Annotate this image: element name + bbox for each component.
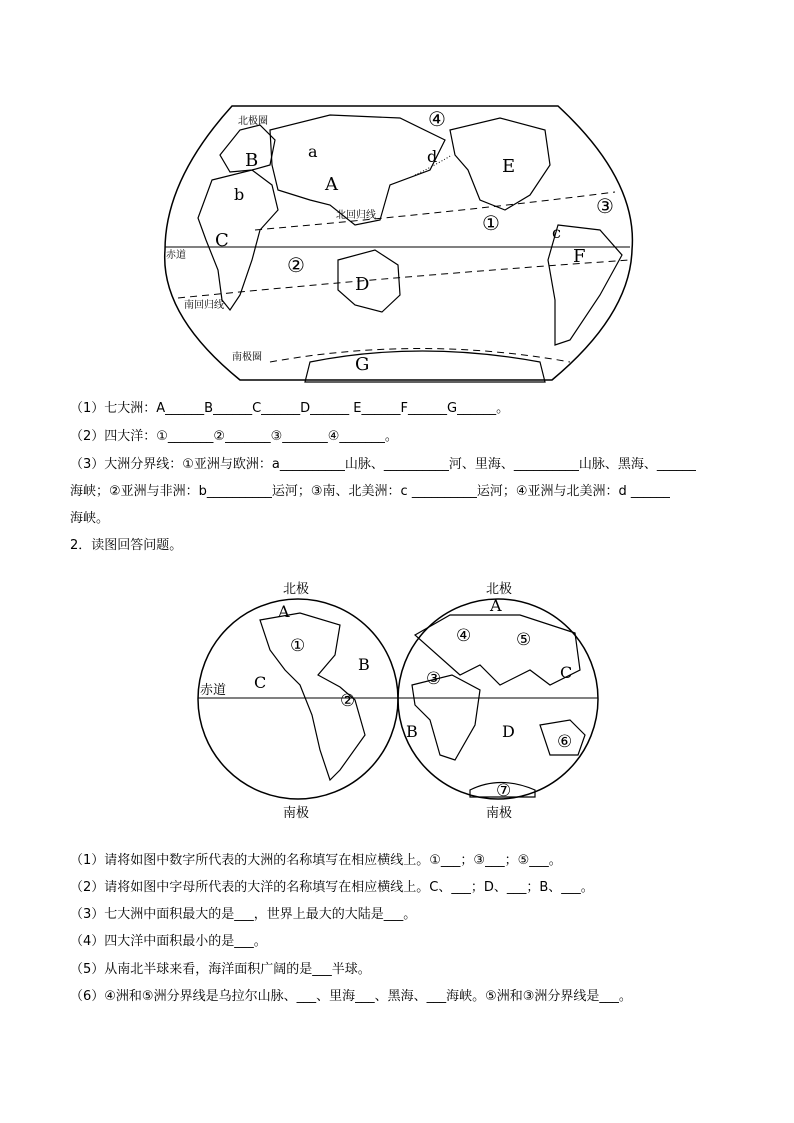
equator-label-2: 赤道 bbox=[200, 683, 227, 698]
eastern-hemisphere-circle bbox=[398, 599, 598, 799]
continent-letter-g: G bbox=[355, 354, 370, 375]
q1-line-2: （2）四大洋：①_______②_______③_______④_______。 bbox=[70, 429, 398, 444]
continent-letter-f: F bbox=[573, 246, 586, 267]
boundary-letter-d: d bbox=[427, 147, 438, 166]
south-pole-label-east: 南极 bbox=[486, 806, 513, 821]
east-number-3: ③ bbox=[426, 669, 442, 689]
north-polar-circle-label: 北极圈 bbox=[238, 116, 268, 127]
south-america-outline bbox=[548, 225, 622, 345]
east-number-5: ⑤ bbox=[516, 630, 532, 650]
q2-line-1: （1）请将如图中数字所代表的大洲的名称填写在相应横线上。①___；③___；⑤___。 bbox=[70, 853, 562, 868]
continent-letter-d: D bbox=[355, 274, 370, 295]
south-pole-label-west: 南极 bbox=[283, 806, 310, 821]
question-2-title: 2．读图回答问题。 bbox=[70, 538, 183, 553]
south-polar-circle-label: 南极圈 bbox=[232, 352, 262, 363]
north-pole-label-east: 北极 bbox=[486, 582, 513, 597]
boundary-letter-c: c bbox=[552, 223, 561, 242]
q1-line-4: 海峡；②亚洲与非洲：b__________运河；③南、北美洲：c __________运河；④亚洲与北美洲：d ______ bbox=[70, 484, 670, 499]
map-frame bbox=[165, 106, 633, 380]
q2-line-6: （6）④洲和⑤洲分界线是乌拉尔山脉、___、里海___、黑海、___海峡。⑤洲和③洲分界线是___。 bbox=[70, 989, 632, 1004]
ocean-number-4: ④ bbox=[428, 107, 446, 131]
asia-outline bbox=[270, 115, 445, 225]
west-letter-a: A bbox=[278, 602, 290, 621]
continent-letter-b: B bbox=[245, 150, 259, 171]
boundary-letter-b: b bbox=[234, 185, 245, 204]
east-letter-c: C bbox=[560, 663, 573, 682]
world-map-figure bbox=[160, 100, 638, 385]
west-letter-b: B bbox=[358, 655, 370, 674]
continent-letter-c: C bbox=[215, 230, 229, 251]
east-number-7: ⑦ bbox=[496, 781, 512, 801]
q1-line-1: （1）七大洲：A______B______C______D______ E______F______G______。 bbox=[70, 401, 510, 416]
continent-letter-e: E bbox=[502, 156, 516, 177]
hemisphere-map-figure bbox=[190, 575, 610, 825]
ocean-number-2: ② bbox=[287, 253, 305, 277]
tropic-of-cancer-line bbox=[255, 192, 615, 230]
western-hemisphere-circle bbox=[198, 599, 398, 799]
north-america-outline bbox=[450, 118, 550, 210]
q2-line-4: （4）四大洋中面积最小的是___。 bbox=[70, 934, 267, 949]
africa-outline-2 bbox=[412, 675, 480, 760]
east-number-4: ④ bbox=[456, 626, 472, 646]
boundary-letter-a: a bbox=[308, 142, 318, 161]
west-letter-c: C bbox=[254, 673, 267, 692]
q2-line-3: （3）七大洲中面积最大的是___，世界上最大的大陆是___。 bbox=[70, 907, 417, 922]
east-letter-b: B bbox=[406, 722, 418, 741]
hemisphere-map-svg bbox=[190, 575, 610, 825]
tropic-of-capricorn-label: 南回归线 bbox=[184, 300, 224, 311]
east-letter-d: D bbox=[502, 722, 515, 741]
north-pole-label-west: 北极 bbox=[283, 582, 310, 597]
east-letter-a: A bbox=[490, 596, 502, 615]
q1-line-5: 海峡。 bbox=[70, 511, 110, 526]
west-number-1: ① bbox=[290, 636, 306, 656]
ocean-number-3: ③ bbox=[596, 194, 614, 218]
q2-line-2: （2）请将如图中字母所代表的大洋的名称填写在相应横线上。C、___；D、___；B、___。 bbox=[70, 880, 594, 895]
q2-line-5: （5）从南北半球来看，海洋面积广阔的是___半球。 bbox=[70, 962, 371, 977]
antarctica-outline bbox=[305, 351, 545, 382]
ocean-number-1: ① bbox=[482, 211, 500, 235]
world-map-svg bbox=[160, 100, 638, 385]
continent-letter-a: A bbox=[325, 174, 338, 195]
west-number-2: ② bbox=[340, 691, 356, 711]
east-number-6: ⑥ bbox=[557, 732, 573, 752]
equator-label: 赤道 bbox=[166, 250, 186, 261]
tropic-of-cancer-label: 北回归线 bbox=[336, 210, 376, 221]
q1-line-3: （3）大洲分界线：①亚洲与欧洲：a__________山脉、__________河、里海、__________山脉、黑海、______ bbox=[70, 457, 696, 472]
